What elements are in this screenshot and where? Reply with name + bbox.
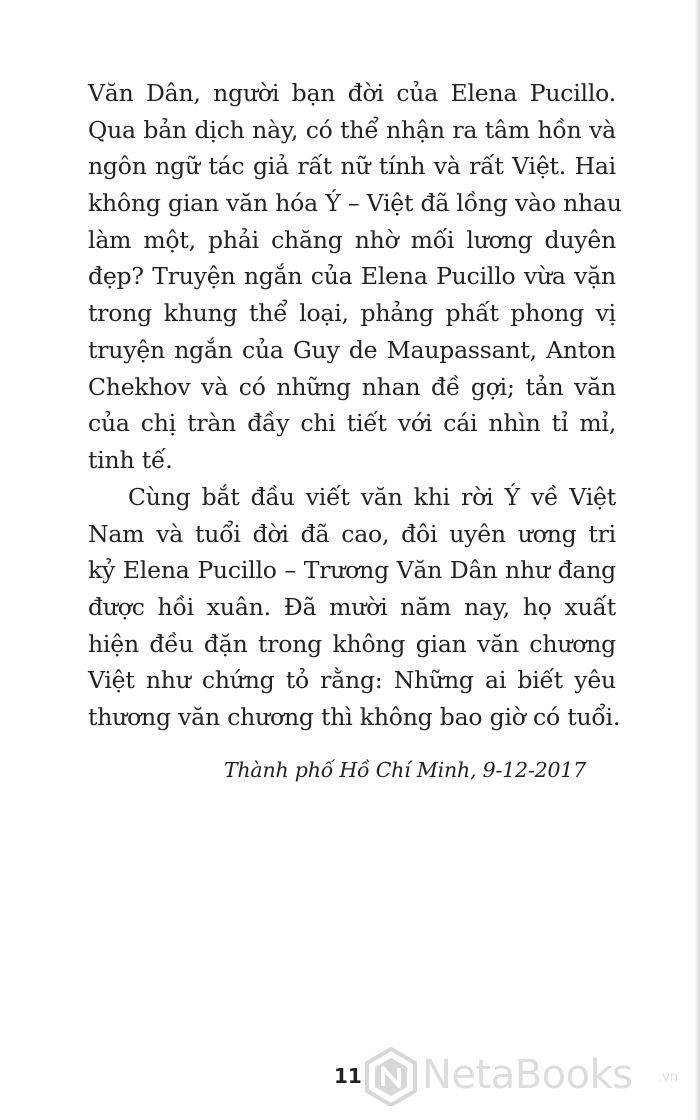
text-line: Cùng bắt đầu viết văn khi rời Ý về Việt: [128, 483, 616, 511]
text-line: Nam và tuổi đời đã cao, đôi uyên ương tri: [88, 519, 616, 548]
text-line: được hồi xuân. Đã mười năm nay, họ xuất: [88, 593, 616, 622]
paragraph-1: [88, 75, 622, 479]
text-line: kỷ Elena Pucillo – Trương Văn Dân như đang: [88, 556, 616, 585]
paragraph-2: [88, 479, 621, 736]
text-line: ngôn ngữ tác giả rất nữ tính và rất Việt. Hai: [88, 152, 616, 181]
text-line: trong khung thể loại, phảng phất phong vị: [88, 299, 616, 328]
netabooks-logo-icon: [362, 1046, 420, 1106]
text-line: Văn Dân, người bạn đời của Elena Pucillo.: [88, 79, 616, 107]
text-line: làm một, phải chăng nhờ mối lương duyên: [88, 225, 616, 254]
page-number: 11: [334, 1064, 362, 1088]
text-line: Việt như chứng tỏ rằng: Những ai biết yêu: [88, 666, 616, 695]
text-line: của chị tràn đầy chi tiết với cái nhìn tỉ mỉ,: [88, 409, 616, 438]
text-line: truyện ngắn của Guy de Maupassant, Anton: [88, 335, 616, 364]
text-line: thương văn chương thì không bao giờ có tuổi.: [88, 703, 621, 732]
text-line: tinh tế.: [88, 445, 173, 474]
text-line: Qua bản dịch này, có thể nhận ra tâm hồn và: [88, 115, 616, 144]
place-date-signature: Thành phố Hồ Chí Minh, 9-12-2017: [223, 758, 586, 782]
text-line: hiện đều đặn trong không gian văn chương: [88, 629, 616, 658]
watermark-suffix: .vn: [658, 1070, 679, 1085]
netabooks-watermark: [362, 1046, 700, 1106]
text-line: đẹp? Truyện ngắn của Elena Pucillo vừa vặn: [88, 262, 616, 291]
watermark-brand: NetaBooks: [422, 1052, 633, 1098]
text-line: Chekhov và có những nhan đề gợi; tản văn: [88, 372, 616, 401]
page-edge-shadow: [694, 0, 700, 1120]
text-line: không gian văn hóa Ý – Việt đã lồng vào nhau: [88, 189, 622, 218]
